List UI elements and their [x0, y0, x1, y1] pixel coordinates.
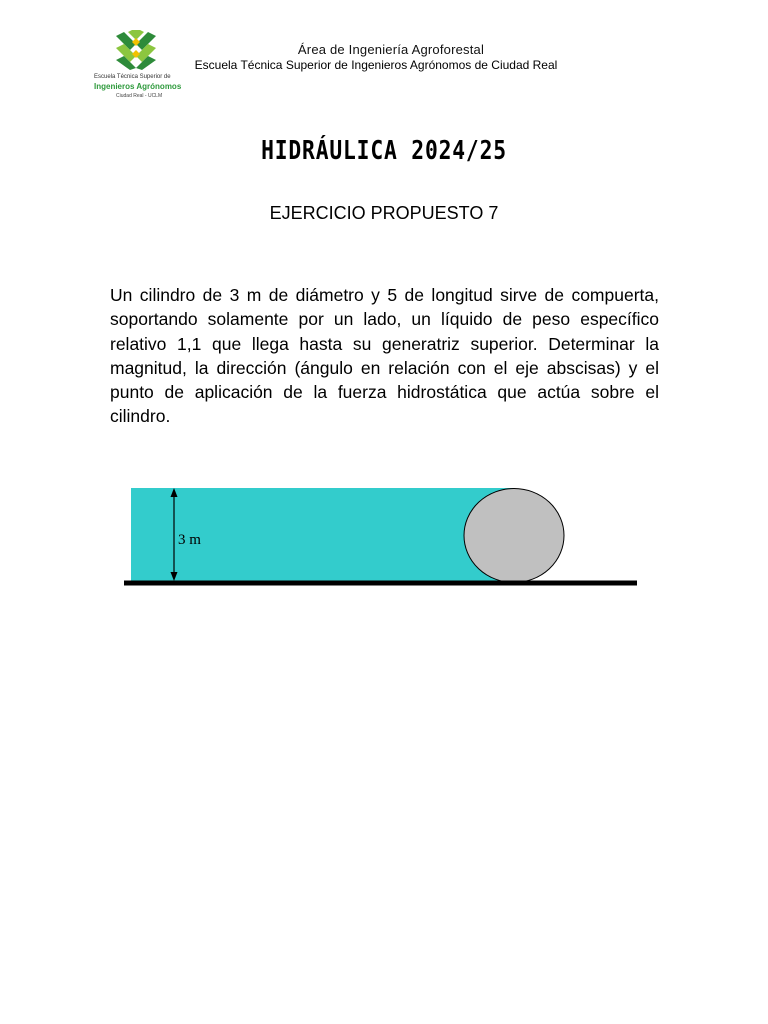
page-title: HIDRÁULICA 2024/25	[261, 136, 507, 166]
dimension-label: 3 m	[178, 532, 201, 548]
exercise-subtitle: EJERCICIO PROPUESTO 7	[269, 203, 499, 223]
logo-text-school: Escuela Técnica Superior de	[94, 74, 171, 80]
cylinder-gate	[464, 489, 564, 583]
school-name: Escuela Técnica Superior de Ingenieros Agrónomos de Ciudad Real	[194, 58, 558, 72]
department-name: Área de Ingeniería Agroforestal	[297, 42, 485, 57]
logo-text-name: Ingenieros Agrónomos	[94, 82, 182, 91]
logo-text-location: Ciudad Real - UCLM	[116, 93, 163, 99]
problem-statement: Un cilindro de 3 m de diámetro y 5 de longitud sirve de compuerta, soportando solamente por un lado, un líquido de peso específico relativo 1,1 que llega hasta su generatriz superior. Determinar la magnitud, la dirección (ángulo en relación con el eje abscisas) y el punto de aplicación de la fuerza hidrostática que actúa sobre el cilindro.	[110, 285, 659, 427]
